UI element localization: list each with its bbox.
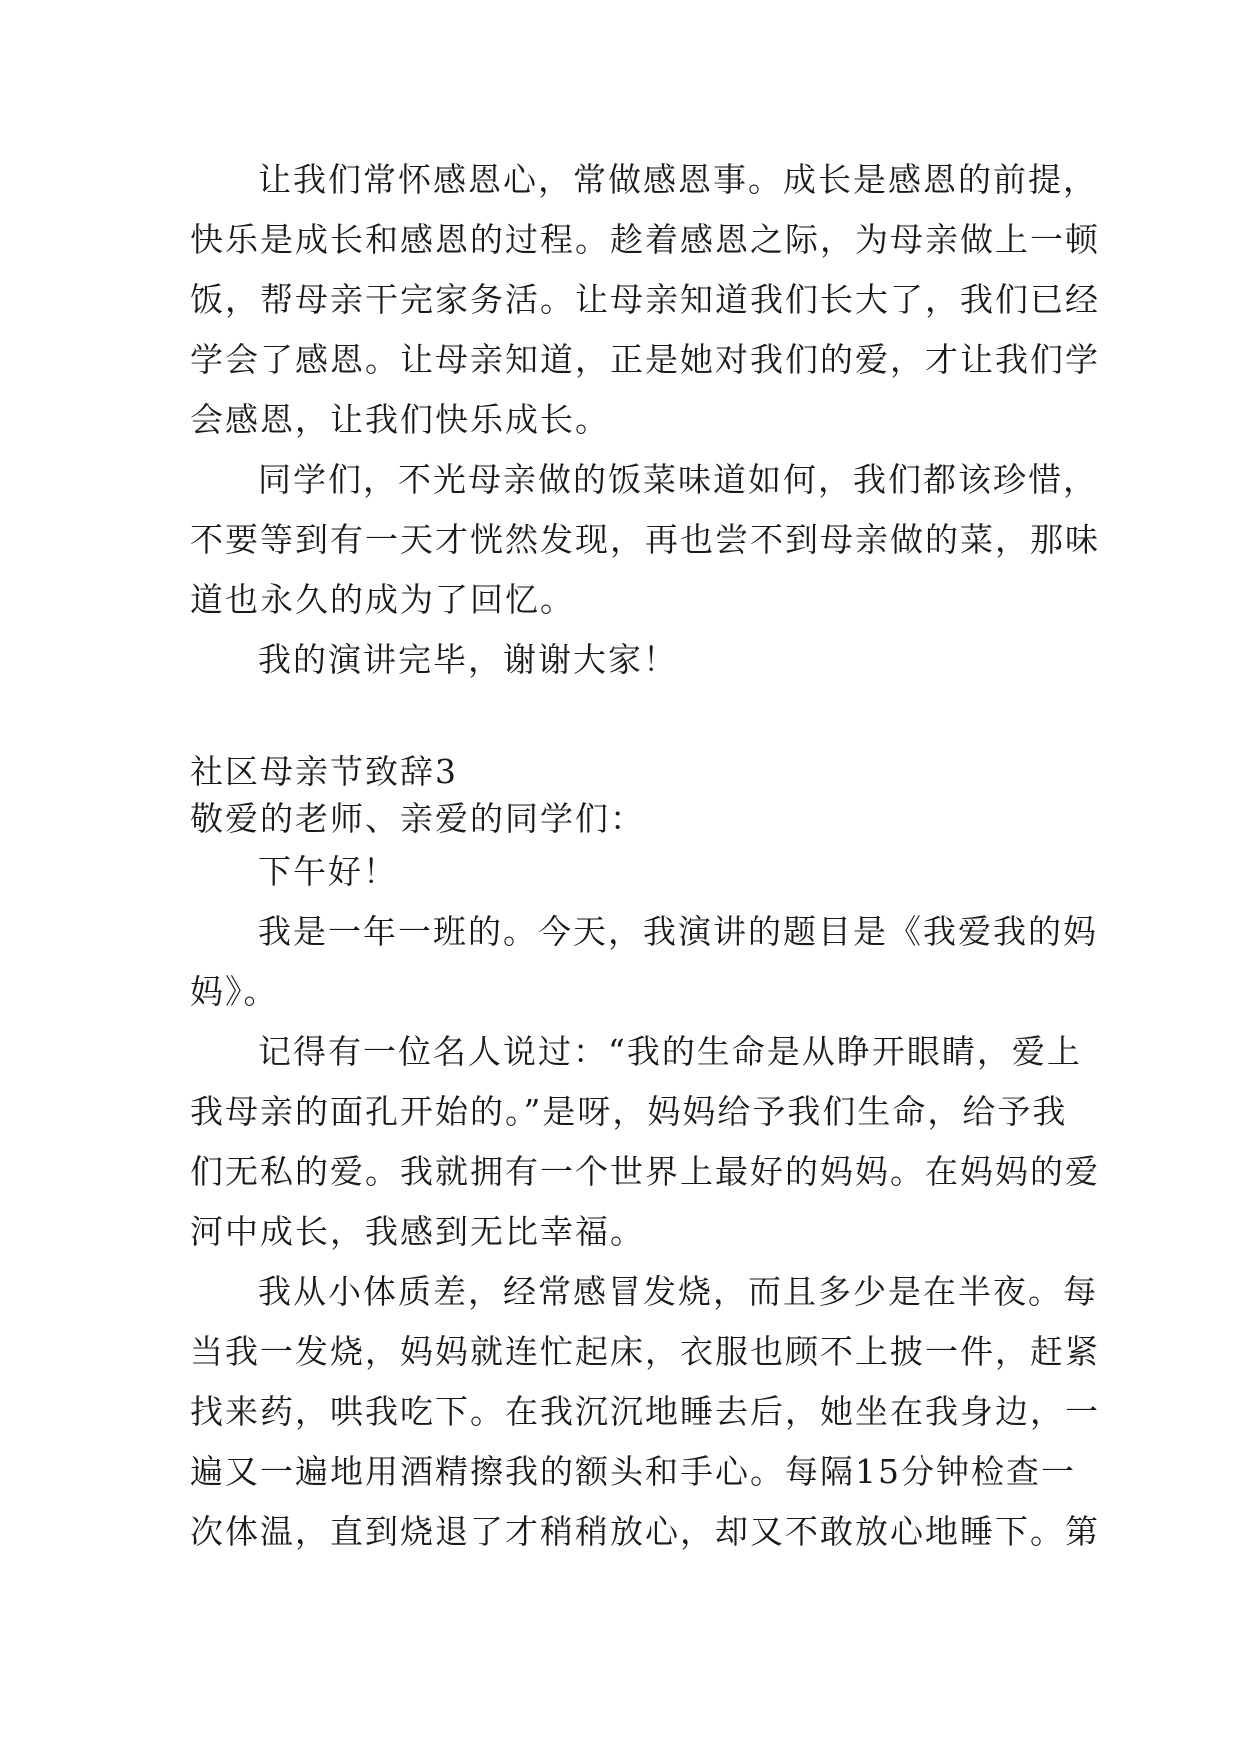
section-spacer xyxy=(190,690,1070,748)
salutation: 敬爱的老师、亲爱的同学们： xyxy=(190,799,645,838)
text-line: 学会了感恩。让母亲知道，正是她对我们的爱，才让我们学 xyxy=(190,340,1100,379)
text-line: 让我们常怀感恩心，常做感恩事。成长是感恩的前提， xyxy=(258,160,1098,199)
text-line: 道也永久的成为了回忆。 xyxy=(190,580,575,619)
document-page xyxy=(190,150,1100,1562)
text-line: 次体温，直到烧退了才稍稍放心，却又不敢放心地睡下。第 xyxy=(190,1512,1100,1551)
text-line: 快乐是成长和感恩的过程。趁着感恩之际，为母亲做上一顿 xyxy=(190,220,1100,259)
paragraph-gratitude xyxy=(190,150,1100,450)
paragraph-quote xyxy=(190,1022,1100,1262)
text-line: 同学们，不光母亲做的饭菜味道如何，我们都该珍惜， xyxy=(258,460,1098,499)
text-line: 们无私的爱。我就拥有一个世界上最好的妈妈。在妈妈的爱 xyxy=(190,1152,1100,1191)
section-title: 社区母亲节致辞3 xyxy=(190,752,458,791)
text-line: 河中成长，我感到无比幸福。 xyxy=(190,1212,645,1251)
closing-line: 我的演讲完毕，谢谢大家！ xyxy=(258,640,678,679)
paragraph-intro xyxy=(190,902,1098,1022)
text-line: 找来药，哄我吃下。在我沉沉地睡去后，她坐在我身边，一 xyxy=(190,1392,1100,1431)
text-line: 会感恩，让我们快乐成长。 xyxy=(190,400,610,439)
text-line: 我母亲的面孔开始的。”是呀，妈妈给予我们生命，给予我 xyxy=(190,1092,1068,1131)
text-line: 饭，帮母亲干完家务活。让母亲知道我们长大了，我们已经 xyxy=(190,280,1100,319)
text-line: 记得有一位名人说过：“我的生命是从睁开眼睛，爱上 xyxy=(258,1032,1082,1071)
text-line: 我从小体质差，经常感冒发烧，而且多少是在半夜。每 xyxy=(258,1272,1098,1311)
greeting: 下午好！ xyxy=(258,852,398,891)
text-line: 当我一发烧，妈妈就连忙起床，衣服也顾不上披一件，赶紧 xyxy=(190,1332,1100,1371)
paragraph-cherish xyxy=(190,450,1100,630)
text-line: 妈》。 xyxy=(190,972,279,1011)
text-line: 我是一年一班的。今天，我演讲的题目是《我爱我的妈 xyxy=(258,912,1098,951)
text-line: 遍又一遍地用酒精擦我的额头和手心。每隔15分钟检查一 xyxy=(190,1452,1076,1491)
paragraph-memory xyxy=(190,1262,1100,1562)
text-line: 不要等到有一天才恍然发现，再也尝不到母亲做的菜，那味 xyxy=(190,520,1100,559)
